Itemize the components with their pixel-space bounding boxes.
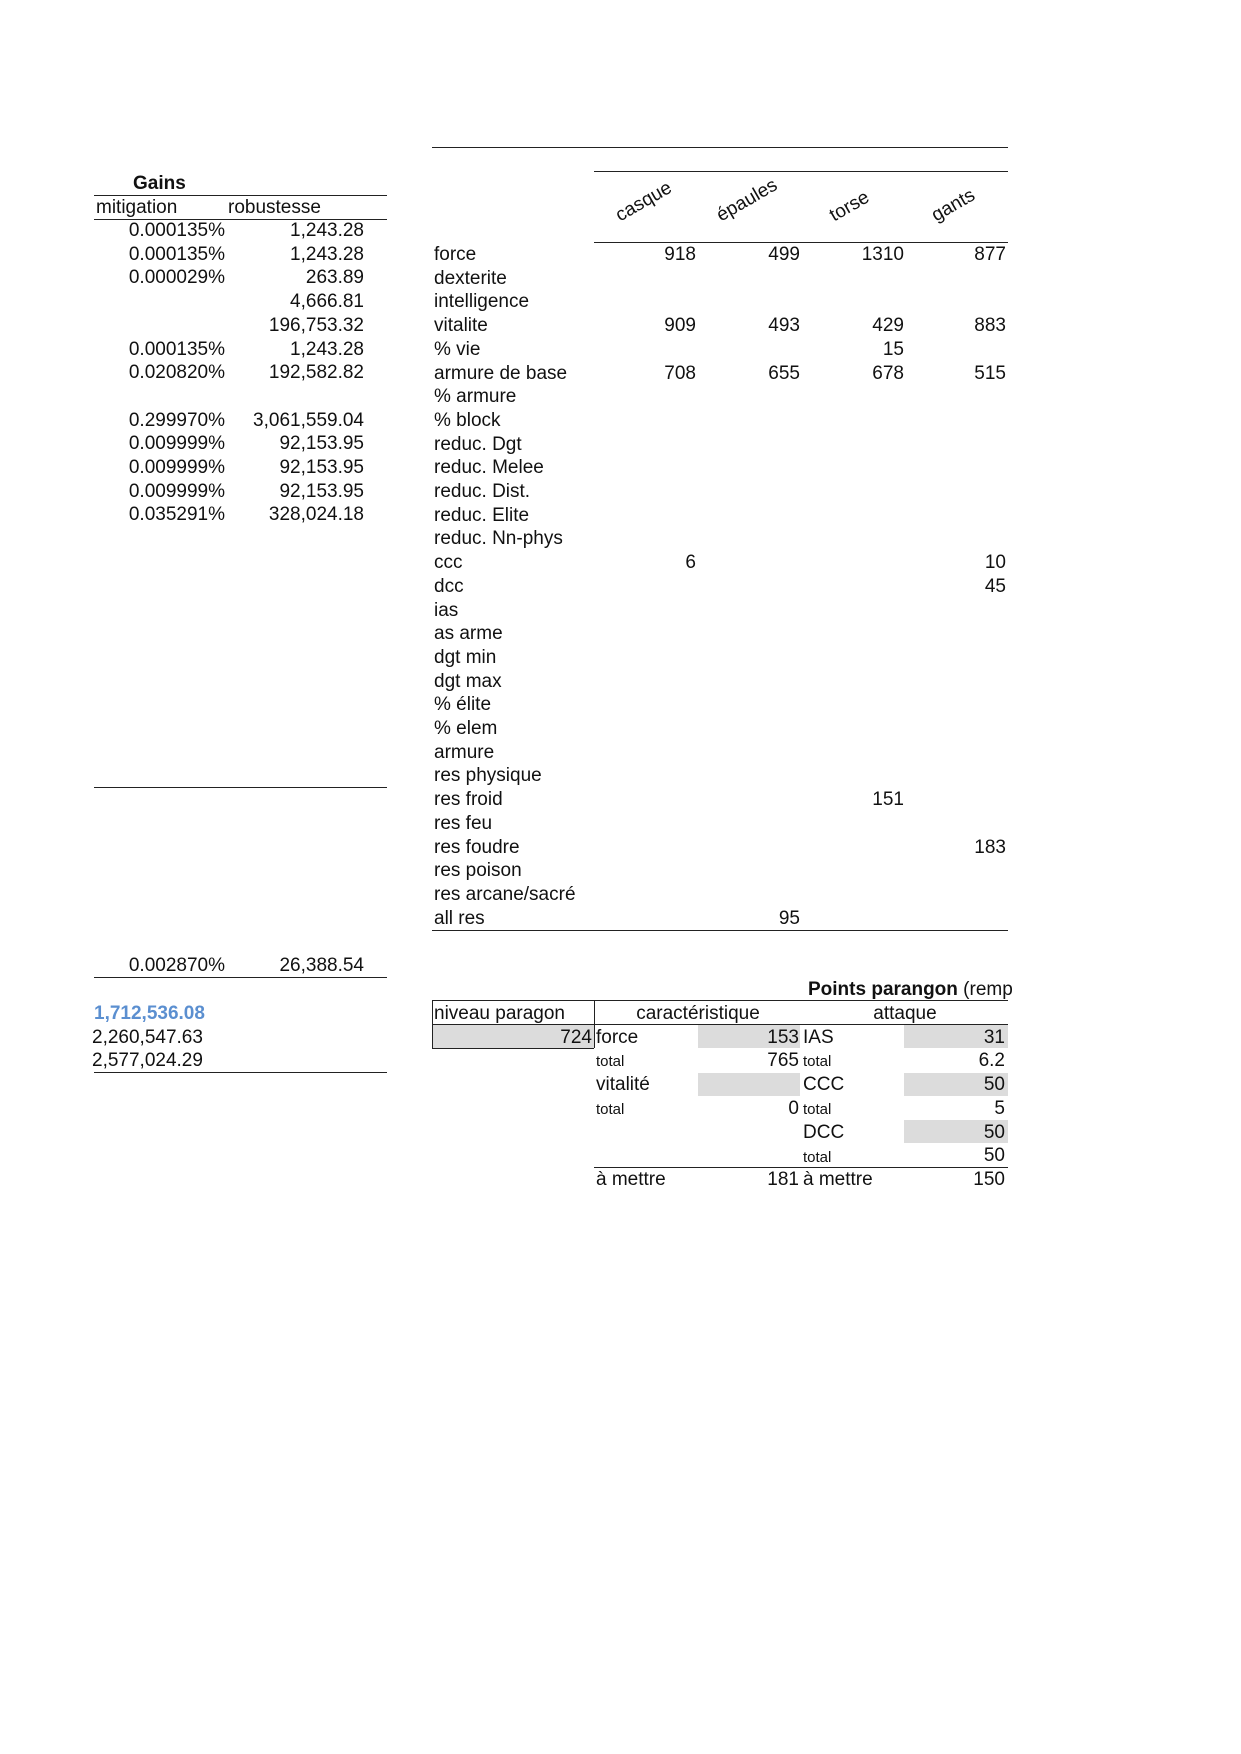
item-value-cell[interactable]: 10 [984,552,1006,573]
stat-label: res poison [434,860,522,881]
gains-mitigation-cell: 0.000135% [128,339,225,360]
gains-robustesse-cell: 328,024.18 [268,504,364,525]
gains-mitigation-cell: 0.000135% [128,220,225,241]
stat-label: dgt min [434,647,497,668]
stat-label: ccc [434,552,463,573]
niveau-paragon-label: niveau paragon [434,1003,565,1024]
gains-robustesse-cell: 3,061,559.04 [253,410,364,431]
item-value-cell[interactable]: 655 [768,363,800,384]
items-header-bottom-rule [594,242,1008,243]
stat-label: intelligence [434,291,530,312]
dcc-total-value: 50 [983,1145,1005,1166]
stat-label: % block [434,410,501,431]
gains-totals-rule [94,1072,387,1073]
stat-label: all res [434,908,485,929]
stat-label: dexterite [434,268,507,289]
item-value-cell[interactable]: 883 [974,315,1006,336]
gains-title: Gains [133,173,186,194]
paragon-title-rest: (remp [957,979,1013,1000]
gains-robustesse-cell: 4,666.81 [290,291,364,312]
mettre-rule [594,1167,1008,1168]
gains-header-top-rule [94,195,387,196]
stat-label: reduc. Dgt [434,434,522,455]
item-value-cell[interactable]: 515 [974,363,1006,384]
attaque-mettre-value: 150 [973,1169,1005,1190]
gains-mitigation-cell: 0.000029% [128,267,225,288]
gains-total-3: 2,577,024.29 [92,1050,203,1071]
stat-label: res froid [434,789,503,810]
paragon-title [808,979,1013,1001]
item-value-cell[interactable]: 15 [882,339,904,360]
stat-label: vitalite [434,315,488,336]
gains-robustesse-cell: 196,753.32 [268,315,364,336]
gains-mitigation-cell: 0.009999% [128,433,225,454]
gains-robustesse-cell: 92,153.95 [279,481,364,502]
stat-label: % elem [434,718,498,739]
gains-total-2: 2,260,547.63 [92,1027,203,1048]
stat-label: as arme [434,623,503,644]
gains-robustesse-cell: 192,582.82 [268,362,364,383]
gains-mitigation-cell: 0.009999% [128,457,225,478]
gains-mitigation-cell: 0.009999% [128,481,225,502]
vitalite-label: vitalité [596,1074,650,1095]
vitalite-total-label: total [596,1101,625,1118]
paragon-title-bold: Points parangon [808,979,958,1000]
carac-mettre-value: 181 [767,1169,799,1190]
stat-label: armure de base [434,363,568,384]
vitalite-total-value: 0 [788,1098,799,1119]
item-value-cell[interactable]: 95 [778,908,800,929]
attaque-mettre-label: à mettre [803,1169,873,1190]
item-value-cell[interactable]: 1310 [861,244,904,265]
item-value-cell[interactable]: 429 [872,315,904,336]
force-total-label: total [596,1053,625,1070]
stat-label: reduc. Nn-phys [434,528,563,549]
vitalite-value-shade [698,1073,800,1096]
stat-label: armure [434,742,495,763]
header-gants: gants [928,184,979,227]
item-value-cell[interactable]: 6 [685,552,696,573]
stat-label: res feu [434,813,493,834]
stat-label: % armure [434,386,517,407]
niveau-paragon-value[interactable]: 724 [560,1027,592,1048]
stat-label: reduc. Dist. [434,481,531,502]
ccc-label: CCC [803,1074,845,1095]
gains-col-robustesse: robustesse [228,197,321,218]
item-value-cell[interactable]: 45 [984,576,1006,597]
gains-mitigation-cell: 0.020820% [128,362,225,383]
force-total-value: 765 [767,1050,799,1071]
ccc-total-value: 5 [994,1098,1005,1119]
gains-mitigation-cell: 0.000135% [128,244,225,265]
item-value-cell[interactable]: 678 [872,363,904,384]
dcc-total-label: total [803,1149,832,1166]
gains-bottom-robustesse: 26,388.54 [279,955,364,976]
gains-robustesse-cell: 92,153.95 [279,457,364,478]
stat-label: res foudre [434,837,520,858]
stat-label: % élite [434,694,492,715]
header-casque: casque [612,177,676,227]
force-points-value[interactable]: 153 [767,1027,799,1048]
items-top-rule [432,147,1008,148]
items-bottom-rule [432,930,1008,931]
stat-label: dgt max [434,671,502,692]
ias-points-value[interactable]: 31 [983,1027,1005,1048]
paragon-top-rule [432,1000,1008,1001]
gains-bottom-rule [94,977,387,978]
gains-total-highlight: 1,712,536.08 [94,1003,205,1024]
dcc-label: DCC [803,1122,845,1143]
stat-label: force [434,244,477,265]
stat-label: reduc. Melee [434,457,544,478]
force-label: force [596,1027,639,1048]
ias-label: IAS [803,1027,834,1048]
gains-robustesse-cell: 1,243.28 [290,244,364,265]
gains-col-mitigation: mitigation [96,197,178,218]
gains-bottom-mitigation: 0.002870% [128,955,225,976]
stat-label: % vie [434,339,481,360]
caracteristique-header: caractéristique [636,1003,760,1024]
carac-mettre-label: à mettre [596,1169,666,1190]
item-value-cell[interactable]: 151 [872,789,904,810]
header-epaules: épaules [713,174,782,227]
item-value-cell[interactable]: 918 [664,244,696,265]
stat-label: res arcane/sacré [434,884,576,905]
header-torse: torse [826,186,874,227]
gains-robustesse-cell: 263.89 [305,267,364,288]
ccc-total-label: total [803,1101,832,1118]
item-value-cell[interactable]: 493 [768,315,800,336]
gains-mitigation-cell: 0.035291% [128,504,225,525]
gains-robustesse-cell: 1,243.28 [290,220,364,241]
ias-total-value: 6.2 [978,1050,1005,1071]
stat-label: res physique [434,765,542,786]
stat-label: dcc [434,576,464,597]
dcc-points-value[interactable]: 50 [983,1122,1005,1143]
item-value-cell[interactable]: 183 [974,837,1006,858]
items-header-top-rule [594,171,1008,172]
stat-label: reduc. Elite [434,505,530,526]
item-value-cell[interactable]: 877 [974,244,1006,265]
stat-label: ias [434,600,459,621]
gains-mid-rule [94,787,387,788]
item-value-cell[interactable]: 708 [664,363,696,384]
gains-mitigation-cell: 0.299970% [128,410,225,431]
gains-robustesse-cell: 92,153.95 [279,433,364,454]
ias-total-label: total [803,1053,832,1070]
gains-robustesse-cell: 1,243.28 [290,339,364,360]
attaque-header: attaque [873,1003,937,1024]
item-value-cell[interactable]: 909 [664,315,696,336]
ccc-points-value[interactable]: 50 [983,1074,1005,1095]
item-value-cell[interactable]: 499 [768,244,800,265]
